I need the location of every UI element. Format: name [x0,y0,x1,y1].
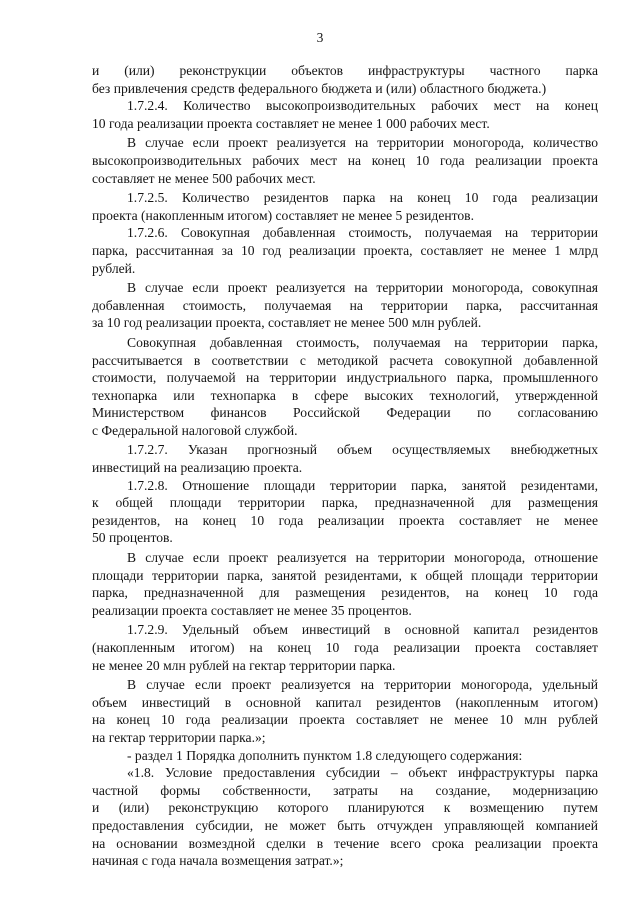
text-line: 1.7.2.9. Удельный объем инвестиций в основной капитал резидентов [127,622,598,638]
text-line: Совокупная добавленная стоимость, получаемая на территории парка, [127,334,598,350]
text-line: рассчитывается в соответствии с методикой расчета совокупной добавленной [92,352,598,368]
text-line: Министерством финансов Российской Федерации по согласованию [92,405,598,421]
text-line: рублей. [92,260,136,276]
text-line: - раздел 1 Порядка дополнить пунктом 1.8 следующего содержания: [127,747,523,763]
text-line: на гектар территории парка.»; [92,729,266,745]
text-line: частной формы собственности, затраты на создание, модернизацию [92,782,598,798]
text-line: предоставления субсидии, не может быть отчужден управляющей компанией [92,817,598,833]
text-line: В случае если проект реализуется на территории моногорода, совокупная [127,280,598,296]
text-line: с Федеральной налоговой службой. [92,422,298,438]
text-line: резидентов, на конец 10 года реализации проекта составляет не менее [92,512,598,528]
text-line: В случае если проект реализуется на территории моногорода, удельный [127,677,598,693]
text-line: 1.7.2.8. Отношение площади территории парка, занятой резидентами, [127,477,598,493]
text-line: парка, предназначенной для размещения резидентов, на конец 10 года [92,585,598,601]
text-line: не менее 20 млн рублей на гектар территории парка. [92,657,396,673]
text-line: (накопленным итогом) на конец 10 года реализации проекта составляет [92,640,598,655]
text-line: и (или) реконструкции объектов инфраструктуры частного парка [92,63,598,78]
text-line: «1.8. Условие предоставления субсидии – объект инфраструктуры парка [127,765,598,781]
text-line: без привлечения средств федерального бюджета и (или) областного бюджета.) [92,80,547,96]
document-body [92,62,598,870]
text-line: инвестиций на реализацию проекта. [92,460,303,476]
text-line: технопарка или технопарка в сфере высоких технологий, утвержденной [92,387,598,403]
text-line: В случае если проект реализуется на территории моногорода, отношение [127,550,598,566]
text-line: добавленная стоимость, получаемая на территории парка, рассчитанная [92,297,598,313]
text-line: составляет не менее 500 рабочих мест. [92,170,316,186]
text-line: 1.7.2.6. Совокупная добавленная стоимость, получаемая на территории [127,225,598,241]
text-line: за 10 год реализации проекта, составляет не менее 500 млн рублей. [92,315,482,331]
text-line: к общей площади территории парка, предназначенной для размещения [92,495,598,511]
text-line: объем инвестиций в основной капитал резидентов (накопленным итогом) [92,694,598,710]
text-line: 50 процентов. [92,530,173,546]
text-line: на конец 10 года реализации проекта составляет не менее 10 млн рублей [92,712,598,728]
text-line: 1.7.2.5. Количество резидентов парка на конец 10 года реализации [127,190,598,206]
text-line: реализации проекта составляет не менее 35 процентов. [92,602,412,618]
text-line: на основании возмездной сделки в течение всего срока реализации проекта [92,835,598,851]
text-line: высокопроизводительных рабочих мест на конец 10 года реализации проекта [92,152,598,168]
text-line: 1.7.2.4. Количество высокопроизводительных рабочих мест на конец [127,98,598,114]
text-line: площади территории парка, занятой резидентами, к общей площади территории [92,567,598,583]
text-line: В случае если проект реализуется на территории моногорода, количество [127,135,598,151]
page-number: 3 [316,30,324,45]
text-line: 1.7.2.7. Указан прогнозный объем осуществляемых внебюджетных [127,442,598,458]
text-line: и (или) реконструкцию которого планируются к возмещению путем [92,800,598,816]
text-line: парка, рассчитанная за 10 год реализации проекта, составляет не менее 1 млрд [92,242,598,258]
text-line: начиная с года начала возмещения затрат.»; [92,853,344,869]
text-line: стоимости, получаемой на территории индустриального парка, промышленного [92,370,598,386]
text-line: проекта (накопленным итогом) составляет не менее 5 резидентов. [92,207,474,223]
text-line: 10 года реализации проекта составляет не менее 1 000 рабочих мест. [92,115,490,131]
